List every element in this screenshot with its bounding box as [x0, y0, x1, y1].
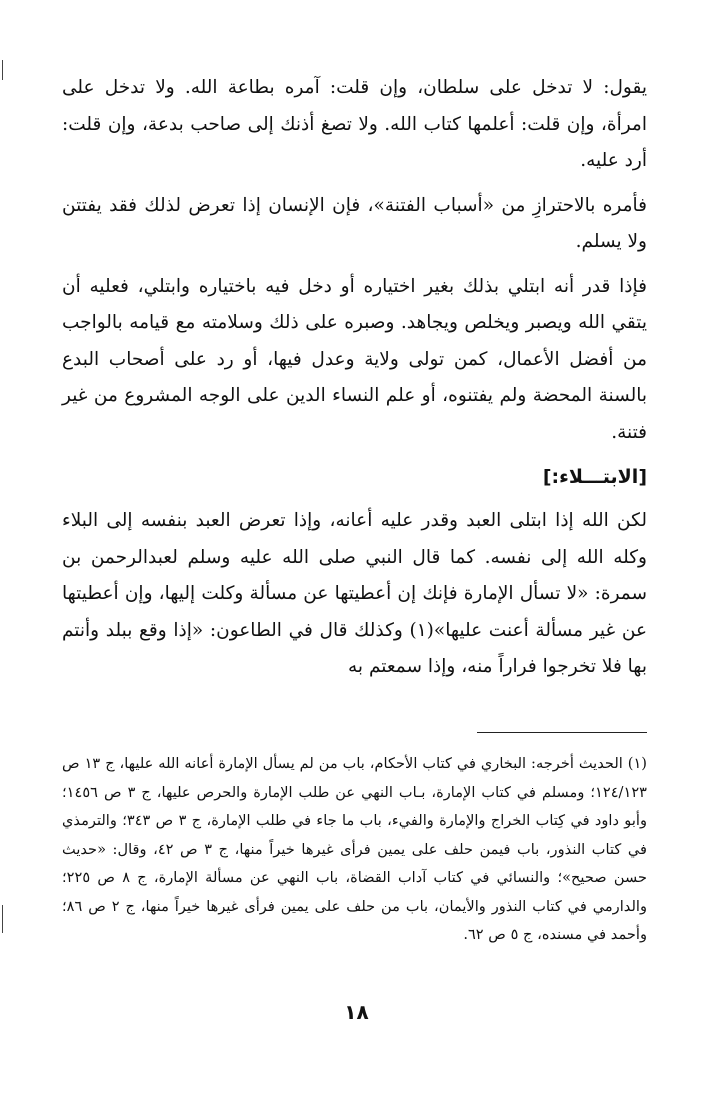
paragraph-4: لكن الله إذا ابتلى العبد وقدر عليه أعانه، وإذا تعرض العبد بنفسه إلى البلاء وكله الله إلى نفسه. كما قال النبي صلى الله عليه وسلم لعبدالرحمن بن سمرة: «لا تسأل الإمارة فإنك إن أعطيتها عن مسألة وكلت إليها، وإن أعطيتها عن غير مسألة أعنت عليها»(١) وكذلك قال في الطاعون: «إذا وقع ببلد وأنتم بها فلا تخرجوا فراراً منه، وإذا سمعتم به [62, 510, 647, 677]
footnote-separator [477, 732, 647, 733]
footnote-1: (١) الحديث أخرجه: البخاري في كتاب الأحكام، باب من لم يسأل الإمارة أعانه الله عليها، ج ١٣ ص ١٢٤/١٢٣؛ ومسلم في كتاب الإمارة، بـاب النهي عن طلب الإمارة والحرص عليها، ج ٣ ص ١٤٥٦؛ وأبو داود في كِتاب الخراج والإمارة والفيء، باب ما جاء في طلب الإمارة، ج ٣ ص ٣٤٣؛ والترمذي في كتاب النذور، باب فيمن حلف على يمين فرأى غيرها خيراً منها، ج ٣ ص ٤٢، وقال: «حديث حسن صحيح»؛ والنسائي في كتاب آداب القضاة، باب النهي عن مسألة الإمارة، ج ٨ ص ٢٢٥؛ والدارمي في كتاب النذور والأيمان، باب من حلف على يمين فرأى غيرها خيراً منها، ج ٢ ص ٨٦؛ وأحمد في مسنده، ج ٥ ص ٦٢. [62, 755, 648, 943]
page-number: ١٨ [344, 1000, 369, 1024]
paragraph-2: فأمره بالاحترازِ من «أسباب الفتنة»، فإن الإنسان إذا تعرض لذلك فقد يفتتن ولا يسلم. [62, 194, 647, 252]
paragraph-3: فإذا قدر أنه ابتلي بذلك بغير اختياره أو دخل فيه باختياره وابتلي، فعليه أن يتقي الله ويصبر ويخلص ويجاهد. وصبره على ذلك وسلامته مع قيامه بالواجب من أفضل الأعمال، كمن تولى ولاية وعدل فيها، أو رد على أصحاب البدع بالسنة المحضة ولم يفتنوه، أو علم النساء الدين على الوجه المشروع من غير فتنة. [62, 275, 647, 443]
margin-mark [2, 60, 3, 80]
margin-mark [2, 905, 3, 933]
section-heading: [الابتـــلاء:] [542, 466, 647, 488]
paragraph-1: يقول: لا تدخل على سلطان، وإن قلت: آمره بطاعة الله. ولا تدخل على امرأة، وإن قلت: أعلمها كتاب الله. ولا تصغ أذنك إلى صاحب بدعة، وإن قلت: أرد عليه. [62, 77, 647, 171]
